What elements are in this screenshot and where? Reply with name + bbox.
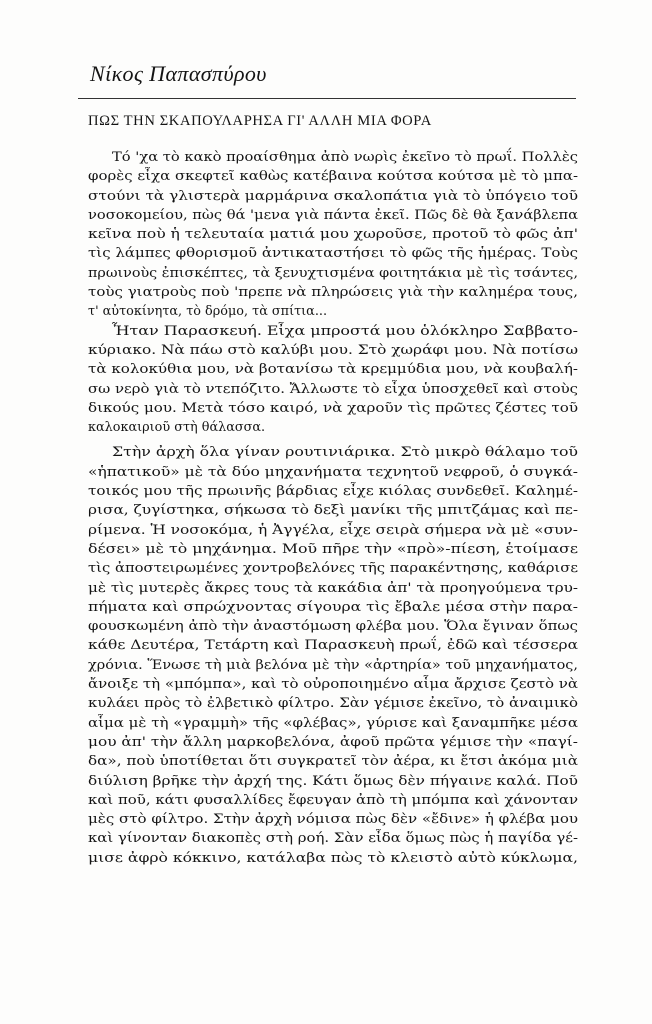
text-line — [88, 791, 578, 810]
text-line-content: κυλάει πρὸς τὸ ἐλβετικὸ φίλτρο. Σὰν γέμισε ἐκεῖνο, τὸ ἀναιμικὸ — [88, 696, 579, 712]
text-line-content: αἷμα μὲ τὴ «γραμμὴ» τῆς «φλέβας», γύρισε καὶ ξαναμπῆκε μέσα — [88, 715, 578, 731]
text-line-content: δικούς μου. Μετὰ τόσο καιρό, νὰ χαροῦν τὶς πρῶτες ζέστες τοῦ — [88, 400, 579, 416]
text-line — [88, 675, 578, 694]
text-line — [88, 148, 578, 167]
text-line — [88, 463, 578, 482]
text-line — [88, 810, 578, 829]
text-line-content: ἄνοιξε τὴ «μπόμπα», καὶ τὸ οὐροποιημένο αἷμα ἄρχισε ζεστὸ νὰ — [88, 677, 578, 693]
text-line-content: διύλιση βρῆκε τὴν ἀρχή της. Κάτι ὅμως δὲν πήγαινε καλά. Ποῦ — [88, 773, 578, 789]
text-line-content: ρίμενα. Ἡ νοσοκόμα, ἡ Ἀγγέλα, εἶχε σειρὰ σήμερα νὰ μὲ «συν- — [88, 522, 578, 538]
text-line-content: τοικός μου τῆς πρωινῆς βάρδιας εἶχε κιόλας συνδεθεῖ. Καλημέ- — [88, 484, 578, 500]
text-line-content: Ἦταν Παρασκευή. Εἶχα μπροστά μου ὁλόκληρο Σαββατο- — [112, 323, 578, 339]
text-line-content: δα», ποὺ ὑποτίθεται ὅτι συγκρατεῖ τὸν ἀέρα, κι ἔτσι ἀκόμα μιὰ — [88, 754, 578, 770]
text-line — [88, 380, 578, 399]
text-line — [88, 341, 578, 360]
text-line — [88, 598, 578, 617]
text-line-content: κύριακο. Νὰ πάω στὸ καλύβι μου. Στὸ χωράφι μου. Νὰ ποτίσω — [88, 342, 578, 358]
text-line-content: καὶ γίνονταν διακοπὲς στὴ ροή. Σὰν εἶδα ὅμως πὼς ἡ παγίδα γέ- — [88, 831, 579, 847]
text-line-content: μου ἀπ' τὴν ἄλλη μαρκοβελόνα, ἀφοῦ πρῶτα γέμισε τὴν «παγί- — [88, 734, 578, 750]
text-line-content: σω νερὸ γιὰ τὸ ντεπόζιτο. Ἄλλωστε τὸ εἶχα ὑποσχεθεῖ καὶ στοὺς — [88, 381, 579, 397]
text-line — [88, 540, 578, 559]
text-line-content: μὲ τὶς μυτερὲς ἄκρες τους τὰ κακάδια ἀπ' τὰ προηγούμενα τρυ- — [88, 580, 579, 596]
text-line — [88, 418, 578, 437]
text-line-content: στούνι τὰ γλιστερὰ μαρμάρινα σκαλοπάτια γιὰ τὸ ὑπόγειο τοῦ — [88, 188, 578, 204]
text-line-content: Τό 'χα τὸ κακὸ προαίσθημα ἀπὸ νωρὶς ἐκεῖνο τὸ πρωΐ. Πολλὲς — [112, 150, 579, 165]
text-line — [88, 399, 578, 418]
text-line — [88, 187, 578, 206]
story-title: ΠΩΣ ΤΗΝ ΣΚΑΠΟΥΛΑΡΗΣΑ ΓΙ' ΑΛΛΗ ΜΙΑ ΦΟΡΑ — [88, 113, 432, 129]
text-line-content: πρωινοὺς ἐπισκέπτες, τὰ ξενυχτισμένα φοιτητάκια μὲ τὶς τσάντες, — [88, 265, 578, 281]
text-line — [88, 206, 578, 225]
text-line — [88, 283, 578, 302]
text-line — [88, 167, 578, 186]
text-line-content: νοσοκομείου, πὼς θά 'μενα γιὰ πάντα ἐκεῖ. Πῶς δὲ θὰ ξανάβλεπα — [88, 207, 579, 223]
text-line — [88, 656, 578, 675]
text-line — [88, 714, 578, 733]
text-line — [88, 636, 578, 655]
text-line — [88, 360, 578, 379]
text-line — [88, 225, 578, 244]
text-line — [88, 302, 578, 321]
text-line-content: «ἡπατικοῦ» μὲ τὰ δύο μηχανήματα τεχνητοῦ νεφροῦ, ὁ συγκά- — [88, 464, 578, 480]
text-line — [88, 733, 578, 752]
text-line-content: τοὺς γιατροὺς ποὺ 'πρεπε νὰ πληρώσεις γιὰ τὴν καλημέρα τους, — [88, 285, 579, 301]
text-line-content: φορὲς εἶχα σκεφτεῖ καθὼς κατέβαινα κούτσα κούτσα μὲ τὸ μπα- — [88, 169, 579, 185]
text-line — [88, 752, 578, 771]
text-line-content: δέσει» μὲ τὸ μηχάνημα. Μοῦ πῆρε τὴν «πρὸ»-πίεση, ἑτοίμασε — [88, 541, 578, 557]
text-line — [88, 617, 578, 636]
text-line — [88, 829, 578, 848]
text-line-content: καὶ ποῦ, κάτι φυσαλλίδες ἔφευγαν ἀπὸ τὴ μπόμπα καὶ χάνονταν — [88, 792, 579, 808]
text-line-content: μὲς στὸ φίλτρο. Στὴν ἀρχὴ νόμισα πὼς δὲν «ἔδινε» ἡ φλέβα μου — [88, 812, 579, 828]
text-line — [88, 694, 578, 713]
text-line — [88, 264, 578, 283]
text-line — [88, 849, 578, 868]
text-line-content: τὶς ἀποστειρωμένες χοντροβελόνες τῆς παρακέντησης, καθάρισε — [88, 561, 578, 577]
text-line — [88, 482, 578, 501]
text-line — [88, 559, 578, 578]
text-line-content: τὰ κολοκύθια μου, νὰ βοτανίσω τὰ κρεμμύδια μου, νὰ κουβαλή- — [88, 362, 578, 378]
text-line-content: Στὴν ἀρχὴ ὅλα γίναν ρουτινιάρικα. Στὸ μικρὸ θάλαμο τοῦ — [112, 445, 578, 461]
text-line — [88, 443, 578, 462]
text-line-content: τ' αὐτοκίνητα, τὸ δρόμο, τὰ σπίτια... — [88, 304, 328, 320]
text-line-content: χρόνια. Ἕνωσε τὴ μιὰ βελόνα μὲ τὴν «ἀρτηρία» τοῦ μηχανήματος, — [88, 657, 578, 673]
text-line-content: μισε ἀφρὸ κόκκινο, κατάλαβα πὼς τὸ κλειστὸ αὐτὸ κύκλωμα, — [88, 850, 578, 866]
text-line — [88, 521, 578, 540]
running-head — [78, 58, 576, 99]
text-line — [88, 579, 578, 598]
text-line — [88, 244, 578, 263]
text-line-content: φουσκωμένη ἀπὸ τὴν ἀναστόμωση φλέβα μου. Ὅλα ἔγιναν ὅπως — [88, 619, 578, 635]
text-line-content: κάθε Δευτέρα, Τετάρτη καὶ Παρασκευὴ πρωΐ, ἐδῶ καὶ τέσσερα — [88, 638, 578, 654]
text-line-content: πήματα καὶ σπρώχνοντας σίγουρα τὶς ἔβαλε μέσα στὴν παρα- — [88, 599, 579, 615]
text-line-content: κεῖνα ποὺ ἡ τελευταία ματιά μου χωροῦσε, προτοῦ τὸ φῶς ἀπ' — [88, 227, 579, 243]
author-name: Νίκος Παπασπύρου — [90, 61, 267, 86]
text-line-content: τὶς λάμπες φθορισμοῦ ἀντικαταστήσει τὸ φῶς τῆς ἡμέρας. Τοὺς — [88, 246, 579, 262]
text-line — [88, 501, 578, 520]
story-body — [88, 148, 578, 868]
text-line — [88, 322, 578, 341]
text-line-content: ρισα, ζυγίστηκα, σήκωσα τὸ δεξὶ μανίκι τῆς μπιτζάμας καὶ πε- — [88, 503, 578, 519]
text-line — [88, 772, 578, 791]
text-line-content: καλοκαιριοῦ στὴ θάλασσα. — [88, 420, 266, 436]
